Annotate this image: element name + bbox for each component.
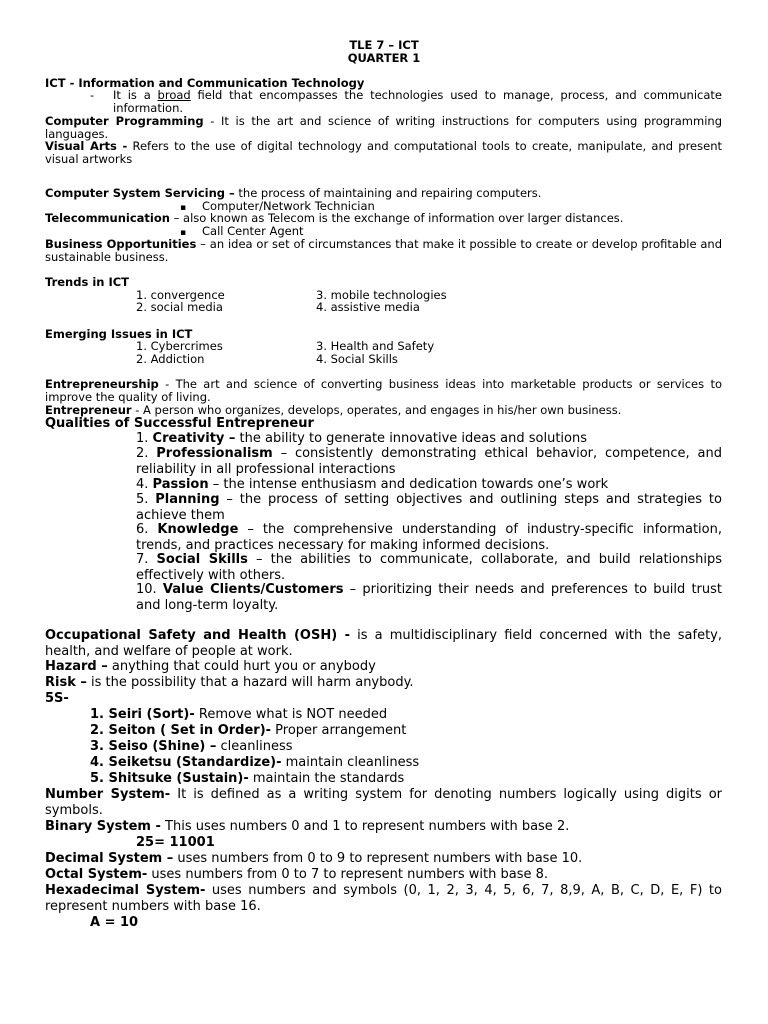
quality-item: 1. Creativity – the ability to generate innovative ideas and solutions xyxy=(136,431,588,446)
business-definition: Business Opportunities – an idea or set of circumstances that make it possible to create or develop profitable and sustainable business. xyxy=(45,237,722,264)
decimal-definition: Decimal System – uses numbers from 0 to 9 to represent numbers with base 10. xyxy=(45,851,583,866)
hex-example: A = 10 xyxy=(90,915,139,930)
doc-title: TLE 7 – ICT xyxy=(349,38,419,52)
fives-item: 5. Shitsuke (Sustain)- maintain the standards xyxy=(90,771,405,786)
quality-item: 6. Knowledge – the comprehensive understanding of industry-specific information, trends, and practices necessary for making informed decisions. xyxy=(136,522,722,553)
osh-definition: Occupational Safety and Health (OSH) - is a multidisciplinary field concerned with the safety, health, and welfare of people at work. xyxy=(45,628,722,659)
square-bullet-icon: ▪ xyxy=(180,203,187,213)
octal-definition: Octal System- uses numbers from 0 to 7 to represent numbers with base 8. xyxy=(45,867,549,882)
entrepreneurship-definition: Entrepreneurship - The art and science of converting business ideas into marketable products or services to improve the quality of living. xyxy=(45,377,722,404)
programming-definition: Computer Programming - It is the art and science of writing instructions for computers using programming languages. xyxy=(45,114,722,141)
issues-item: 2. Addiction xyxy=(136,352,205,366)
css-career: ▪ Computer/Network Technician xyxy=(180,199,375,213)
trends-item: 3. mobile technologies xyxy=(316,288,447,302)
issues-item: 1. Cybercrimes xyxy=(136,339,223,353)
quality-item: 10. Value Clients/Customers – prioritizing their needs and preferences to build trust and long-term loyalty. xyxy=(136,582,723,613)
fives-item: 4. Seiketsu (Standardize)- maintain cleanliness xyxy=(90,755,420,770)
hazard-definition: Hazard – anything that could hurt you or anybody xyxy=(45,659,376,674)
fives-item: 1. Seiri (Sort)- Remove what is NOT needed xyxy=(90,707,388,722)
binary-definition: Binary System - This uses numbers 0 and 1 to represent numbers with base 2. xyxy=(45,819,570,834)
number-system-definition: Number System- It is defined as a writing system for denoting numbers logically using digits or symbols. xyxy=(45,787,722,818)
fives-item: 3. Seiso (Shine) – cleanliness xyxy=(90,739,293,754)
fives-item: 2. Seiton ( Set in Order)- Proper arrangement xyxy=(90,723,407,738)
quality-item: 4. Passion – the intense enthusiasm and dedication towards one’s work xyxy=(136,477,609,492)
issues-heading: Emerging Issues in ICT xyxy=(45,327,193,341)
ict-definition: It is a broad field that encompasses the technologies used to manage, process, and communicate information. xyxy=(113,88,722,115)
issues-item: 3. Health and Safety xyxy=(316,339,435,353)
telecom-career: ▪ Call Center Agent xyxy=(180,224,304,238)
ict-heading: ICT - Information and Communication Technology xyxy=(45,76,365,90)
square-bullet-icon: ▪ xyxy=(180,228,187,238)
trends-item: 4. assistive media xyxy=(316,300,420,314)
doc-subtitle: QUARTER 1 xyxy=(347,51,421,65)
visual-arts-definition: Visual Arts - Refers to the use of digital technology and computational tools to create, manipulate, and present visual artworks xyxy=(45,139,722,166)
fives-heading: 5S- xyxy=(45,691,69,706)
trends-item: 2. social media xyxy=(136,300,223,314)
quality-item: 7. Social Skills – the abilities to communicate, collaborate, and build relationships effectively with others. xyxy=(136,552,722,583)
entrepreneur-definition: Entrepreneur - A person who organizes, develops, operates, and engages in his/her own business. xyxy=(45,403,622,417)
ict-dash: - xyxy=(90,88,95,102)
quality-item: 2. Professionalism – consistently demonstrating ethical behavior, competence, and reliability in all professional interactions xyxy=(136,446,722,477)
hex-definition: Hexadecimal System- uses numbers and symbols (0, 1, 2, 3, 4, 5, 6, 7, 8,9, A, B, C, D, E, F) to represent numbers with base 16. xyxy=(45,883,722,914)
quality-item: 5. Planning – the process of setting objectives and outlining steps and strategies to achieve them xyxy=(136,492,722,523)
css-definition: Computer System Servicing – the process of maintaining and repairing computers. xyxy=(45,186,542,200)
risk-definition: Risk – is the possibility that a hazard will harm anybody. xyxy=(45,675,414,690)
trends-item: 1. convergence xyxy=(136,288,225,302)
binary-example: 25= 11001 xyxy=(136,835,215,850)
telecom-definition: Telecommunication – also known as Telecom is the exchange of information over larger distances. xyxy=(45,211,624,225)
qualities-heading: Qualities of Successful Entrepreneur xyxy=(45,416,314,431)
issues-item: 4. Social Skills xyxy=(316,352,398,366)
trends-heading: Trends in ICT xyxy=(45,275,130,289)
